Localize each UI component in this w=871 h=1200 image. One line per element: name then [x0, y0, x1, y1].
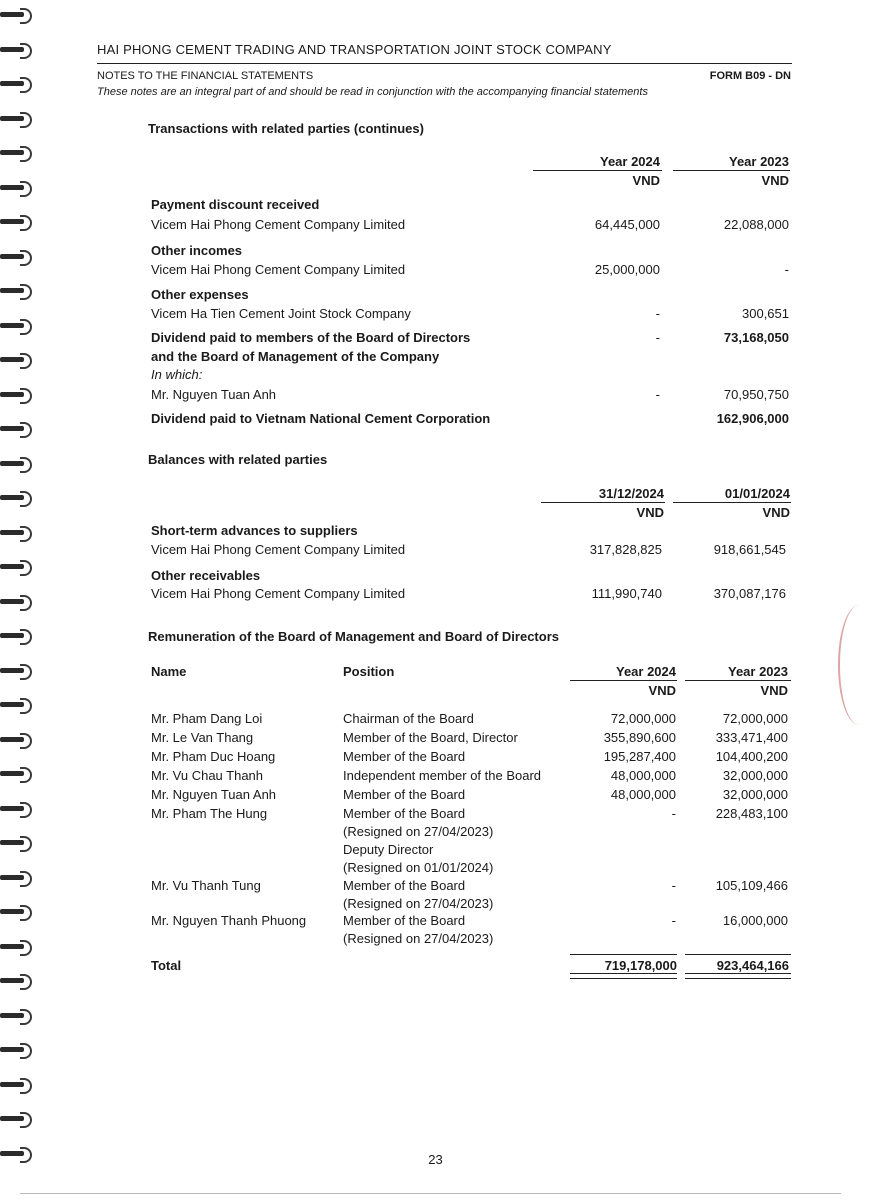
binding-ring: [0, 974, 34, 988]
remuneration-row-position: Member of the Board: [343, 878, 466, 893]
total-col1-top-rule: [570, 954, 677, 955]
balances-row-value-end: 317,828,825: [589, 542, 662, 557]
remuneration-row-name: Mr. Pham The Hung: [151, 806, 268, 821]
remuneration-row-value-2023: 16,000,000: [722, 913, 788, 928]
binding-ring: [0, 629, 34, 643]
binding-ring: [0, 353, 34, 367]
transactions-row-label: Vicem Hai Phong Cement Company Limited: [151, 262, 406, 277]
balances-row-value-begin: 918,661,545: [713, 542, 786, 557]
remuneration-row-position: (Resigned on 27/04/2023): [343, 931, 494, 946]
transactions-row-value-2023: -: [784, 262, 789, 277]
binding-ring: [0, 767, 34, 781]
balances-col1-header: 31/12/2024: [598, 486, 664, 501]
binding-ring: [0, 8, 34, 22]
remuneration-row-value-2024: 355,890,600: [603, 730, 676, 745]
remuneration-row-value-2023: 104,400,200: [715, 749, 788, 764]
remuneration-col1-unit: VND: [648, 683, 676, 698]
remuneration-col2-rule: [685, 680, 791, 681]
remuneration-col1-rule: [570, 680, 677, 681]
company-name: HAI PHONG CEMENT TRADING AND TRANSPORTATION JOINT STOCK COMPANY: [97, 42, 612, 57]
transactions-col2-rule: [673, 170, 790, 171]
integral-note: These notes are an integral part of and should be read in conjunction with the accompanying financial statements: [97, 86, 648, 98]
red-stamp-mark: [838, 605, 871, 725]
transactions-row-label: Vicem Hai Phong Cement Company Limited: [151, 217, 406, 232]
remuneration-row-name: Mr. Nguyen Tuan Anh: [151, 787, 277, 802]
binding-ring: [0, 1078, 34, 1092]
binding-ring: [0, 836, 34, 850]
binding-ring: [0, 457, 34, 471]
remuneration-row-value-2024: 48,000,000: [610, 768, 676, 783]
remuneration-row-name: Mr. Le Van Thang: [151, 730, 254, 745]
balances-col2-header: 01/01/2024: [724, 486, 790, 501]
transactions-row-label: Other expenses: [151, 287, 249, 302]
transactions-row-label: Other incomes: [151, 243, 243, 258]
balances-col1-unit: VND: [636, 505, 664, 520]
remuneration-row-position: (Resigned on 01/01/2024): [343, 860, 494, 875]
notes-title: NOTES TO THE FINANCIAL STATEMENTS: [97, 70, 314, 82]
transactions-row-label: In which:: [151, 367, 203, 382]
header-rule: [97, 63, 792, 64]
remuneration-row-name: Mr. Pham Dang Loi: [151, 711, 263, 726]
transactions-col1-header: Year 2024: [599, 154, 660, 169]
transactions-row-value-2023: 70,950,750: [723, 387, 789, 402]
binding-ring: [0, 422, 34, 436]
page-edge-line: [20, 1193, 841, 1194]
total-col2-top-rule: [685, 954, 791, 955]
transactions-row-value-2023: 73,168,050: [723, 330, 789, 345]
remuneration-total-label: Total: [151, 958, 182, 973]
binding-ring: [0, 250, 34, 264]
remuneration-row-value-2024: -: [671, 806, 676, 821]
binding-ring: [0, 319, 34, 333]
remuneration-row-value-2023: 228,483,100: [715, 806, 788, 821]
transactions-row-value-2024: 25,000,000: [594, 262, 660, 277]
remuneration-col2-header: Year 2023: [727, 664, 788, 679]
transactions-col1-unit: VND: [632, 173, 660, 188]
balances-row-label: Vicem Hai Phong Cement Company Limited: [151, 586, 406, 601]
transactions-row-value-2024: -: [655, 387, 660, 402]
balances-row-label: Short-term advances to suppliers: [151, 523, 358, 538]
remuneration-row-value-2024: 195,287,400: [603, 749, 676, 764]
transactions-row-value-2023: 162,906,000: [716, 411, 789, 426]
transactions-row-label: Vicem Ha Tien Cement Joint Stock Company: [151, 306, 411, 321]
transactions-col1-rule: [533, 170, 662, 171]
transactions-row-label: Payment discount received: [151, 197, 320, 212]
form-code: FORM B09 - DN: [709, 70, 791, 82]
binding-ring: [0, 181, 34, 195]
binding-ring: [0, 77, 34, 91]
remuneration-name-header: Name: [151, 664, 187, 679]
binding-ring: [0, 388, 34, 402]
transactions-row-label: Dividend paid to members of the Board of Directors: [151, 330, 471, 345]
binding-ring: [0, 112, 34, 126]
transactions-row-label: Mr. Nguyen Tuan Anh: [151, 387, 277, 402]
remuneration-row-position: Member of the Board, Director: [343, 730, 518, 745]
remuneration-row-name: Mr. Vu Thanh Tung: [151, 878, 261, 893]
remuneration-row-value-2023: 72,000,000: [722, 711, 788, 726]
binding-ring: [0, 560, 34, 574]
remuneration-position-header: Position: [343, 664, 395, 679]
transactions-row-value-2024: 64,445,000: [594, 217, 660, 232]
balances-row-value-begin: 370,087,176: [713, 586, 786, 601]
binding-ring: [0, 698, 34, 712]
remuneration-total-2024: 719,178,000: [604, 958, 677, 973]
remuneration-row-value-2024: 48,000,000: [610, 787, 676, 802]
remuneration-row-position: (Resigned on 27/04/2023): [343, 824, 494, 839]
transactions-row-label: Dividend paid to Vietnam National Cement Corporation: [151, 411, 491, 426]
transactions-title: Transactions with related parties (continues): [148, 121, 424, 136]
remuneration-row-name: Mr. Vu Chau Thanh: [151, 768, 264, 783]
remuneration-row-position: (Resigned on 27/04/2023): [343, 896, 494, 911]
binding-ring: [0, 491, 34, 505]
binding-ring: [0, 664, 34, 678]
transactions-row-value-2024: -: [655, 306, 660, 321]
binding-ring: [0, 146, 34, 160]
total-col2-double-rule: [685, 973, 791, 979]
total-col1-double-rule: [570, 973, 677, 979]
balances-title: Balances with related parties: [148, 452, 328, 467]
binding-ring: [0, 284, 34, 298]
binding-ring: [0, 43, 34, 57]
balances-col2-unit: VND: [762, 505, 790, 520]
transactions-row-value-2023: 22,088,000: [723, 217, 789, 232]
binding-ring: [0, 215, 34, 229]
remuneration-row-position: Independent member of the Board: [343, 768, 542, 783]
remuneration-col2-unit: VND: [760, 683, 788, 698]
transactions-col2-unit: VND: [761, 173, 789, 188]
remuneration-row-position: Member of the Board: [343, 913, 466, 928]
binding-ring: [0, 905, 34, 919]
transactions-col2-header: Year 2023: [728, 154, 789, 169]
remuneration-row-position: Chairman of the Board: [343, 711, 474, 726]
binding-ring: [0, 802, 34, 816]
remuneration-row-value-2023: 32,000,000: [722, 787, 788, 802]
binding-ring: [0, 1112, 34, 1126]
remuneration-row-value-2023: 32,000,000: [722, 768, 788, 783]
binding-ring: [0, 595, 34, 609]
binding-ring: [0, 1043, 34, 1057]
remuneration-row-value-2023: 333,471,400: [715, 730, 788, 745]
balances-col1-rule: [541, 502, 665, 503]
binding-ring: [0, 526, 34, 540]
remuneration-col1-header: Year 2024: [615, 664, 676, 679]
remuneration-row-value-2024: 72,000,000: [610, 711, 676, 726]
binding-ring: [0, 1009, 34, 1023]
remuneration-row-value-2023: 105,109,466: [715, 878, 788, 893]
remuneration-row-position: Member of the Board: [343, 787, 466, 802]
remuneration-row-name: Mr. Pham Duc Hoang: [151, 749, 276, 764]
balances-col2-rule: [673, 502, 791, 503]
remuneration-title: Remuneration of the Board of Management and Board of Directors: [148, 629, 559, 644]
binding-ring: [0, 733, 34, 747]
binding-ring: [0, 940, 34, 954]
remuneration-row-value-2024: -: [671, 913, 676, 928]
binding-ring: [0, 871, 34, 885]
balances-row-label: Other receivables: [151, 568, 261, 583]
spiral-binding: [0, 0, 40, 1200]
balances-row-label: Vicem Hai Phong Cement Company Limited: [151, 542, 406, 557]
transactions-row-label: and the Board of Management of the Company: [151, 349, 440, 364]
transactions-row-value-2023: 300,651: [742, 306, 789, 321]
balances-row-value-end: 111,990,740: [591, 586, 662, 601]
remuneration-row-position: Deputy Director: [343, 842, 434, 857]
transactions-row-value-2024: -: [655, 330, 660, 345]
remuneration-row-value-2024: -: [671, 878, 676, 893]
remuneration-row-name: Mr. Nguyen Thanh Phuong: [151, 913, 307, 928]
remuneration-row-position: Member of the Board: [343, 749, 466, 764]
page-number: 23: [428, 1152, 443, 1167]
remuneration-row-position: Member of the Board: [343, 806, 466, 821]
remuneration-total-2023: 923,464,166: [716, 958, 789, 973]
